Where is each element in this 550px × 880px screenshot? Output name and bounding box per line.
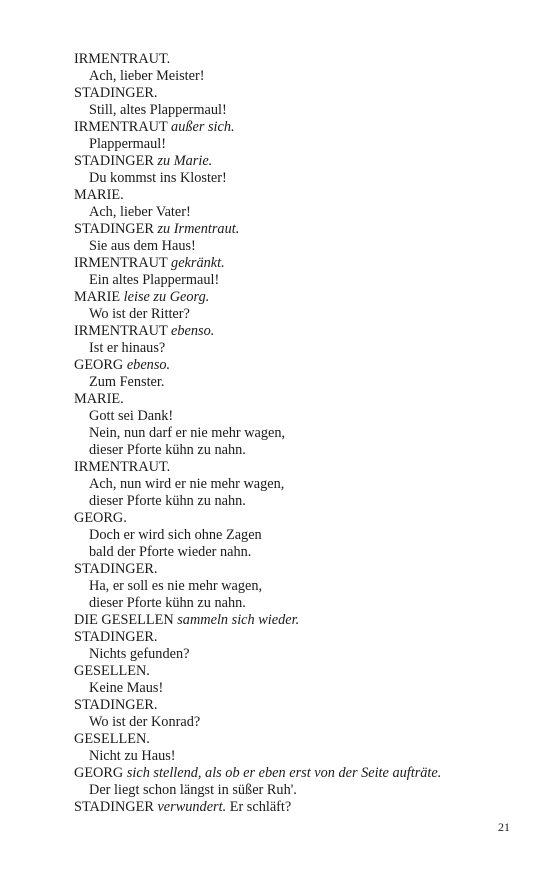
speaker-line [74,561,514,578]
dialogue-line: Ha, er soll es nie mehr wagen, [89,578,263,594]
speaker-name: MARIE [74,289,124,305]
dialogue-line: Ach, lieber Meister! [89,68,205,84]
speaker-line [74,731,514,748]
speaker-line [74,510,514,527]
speaker-line [74,799,514,816]
speaker-line [74,459,514,476]
speaker-line [74,357,514,374]
dialogue-line: Doch er wird sich ohne Zagen [89,527,262,543]
speaker-line [74,323,514,340]
dialogue-line: Der liegt schon längst in süßer Ruh'. [89,782,297,798]
speaker-line [74,255,514,272]
dialogue-line: bald der Pforte wieder nahn. [89,544,252,560]
speaker-name: MARIE. [74,391,124,407]
speaker-line [74,629,514,646]
dialogue-line: Nein, nun darf er nie mehr wagen, [89,425,286,441]
speaker-name: STADINGER. [74,561,158,577]
dialogue-line: Zum Fenster. [89,374,165,390]
stage-direction: außer sich. [171,119,235,135]
speaker-name: GEORG. [74,510,127,526]
speaker-name: STADINGER [74,153,158,169]
dialogue-line: Ist er hinaus? [89,340,166,356]
dialogue-line: Nichts gefunden? [89,646,190,662]
speaker-name: GEORG [74,357,127,373]
speaker-name: IRMENTRAUT [74,255,172,271]
speaker-name: GESELLEN. [74,663,150,679]
speaker-line [74,187,514,204]
dialogue-line: Ach, nun wird er nie mehr wagen, [89,476,285,492]
speaker-name: MARIE. [74,187,124,203]
dialogue-line: Sie aus dem Haus! [89,238,196,254]
dialogue-line: dieser Pforte kühn zu nahn. [89,493,246,509]
dialogue-line: Ein altes Plappermaul! [89,272,220,288]
stage-direction: gekränkt. [171,255,225,271]
stage-direction: sammeln sich wieder. [177,612,300,628]
speaker-name: IRMENTRAUT. [74,51,171,67]
speaker-name: IRMENTRAUT [74,119,172,135]
dialogue-line: dieser Pforte kühn zu nahn. [89,595,246,611]
speaker-line [74,765,514,782]
speaker-line [74,697,514,714]
dialogue-line: Du kommst ins Kloster! [89,170,227,186]
dialogue-line: Plappermaul! [89,136,167,152]
dialogue-line: Still, altes Plappermaul! [89,102,227,118]
speaker-line [74,391,514,408]
speaker-name: STADINGER. [74,629,158,645]
speaker-line-continuation: Er schläft? [226,799,292,815]
play-script-text [74,51,514,816]
speaker-name: GEORG [74,765,127,781]
speaker-line [74,663,514,680]
speaker-name: STADINGER. [74,697,158,713]
dialogue-line: Wo ist der Ritter? [89,306,190,322]
stage-direction: leise zu Georg. [123,289,210,305]
dialogue-line: Gott sei Dank! [89,408,174,424]
stage-direction: verwundert. [157,799,227,815]
stage-direction: zu Irmentraut. [157,221,240,237]
speaker-name: IRMENTRAUT [74,323,172,339]
speaker-line [74,289,514,306]
speaker-line [74,153,514,170]
page-number: 21 [498,820,510,834]
speaker-name: IRMENTRAUT. [74,459,171,475]
speaker-name: STADINGER. [74,85,158,101]
speaker-line [74,221,514,238]
dialogue-line: Nicht zu Haus! [89,748,176,764]
dialogue-line: dieser Pforte kühn zu nahn. [89,442,246,458]
stage-direction: sich stellend, als ob er eben erst von der Seite aufträte. [126,765,442,781]
dialogue-line: Wo ist der Konrad? [89,714,201,730]
speaker-line [74,51,514,68]
speaker-name: GESELLEN. [74,731,150,747]
dialogue-line: Ach, lieber Vater! [89,204,191,220]
stage-direction: ebenso. [126,357,171,373]
speaker-line [74,612,514,629]
speaker-name: STADINGER [74,799,158,815]
speaker-line [74,85,514,102]
speaker-line [74,119,514,136]
stage-direction: ebenso. [171,323,215,339]
dialogue-line: Keine Maus! [89,680,164,696]
speaker-name: STADINGER [74,221,158,237]
stage-direction: zu Marie. [157,153,213,169]
speaker-name: DIE GESELLEN [74,612,178,628]
